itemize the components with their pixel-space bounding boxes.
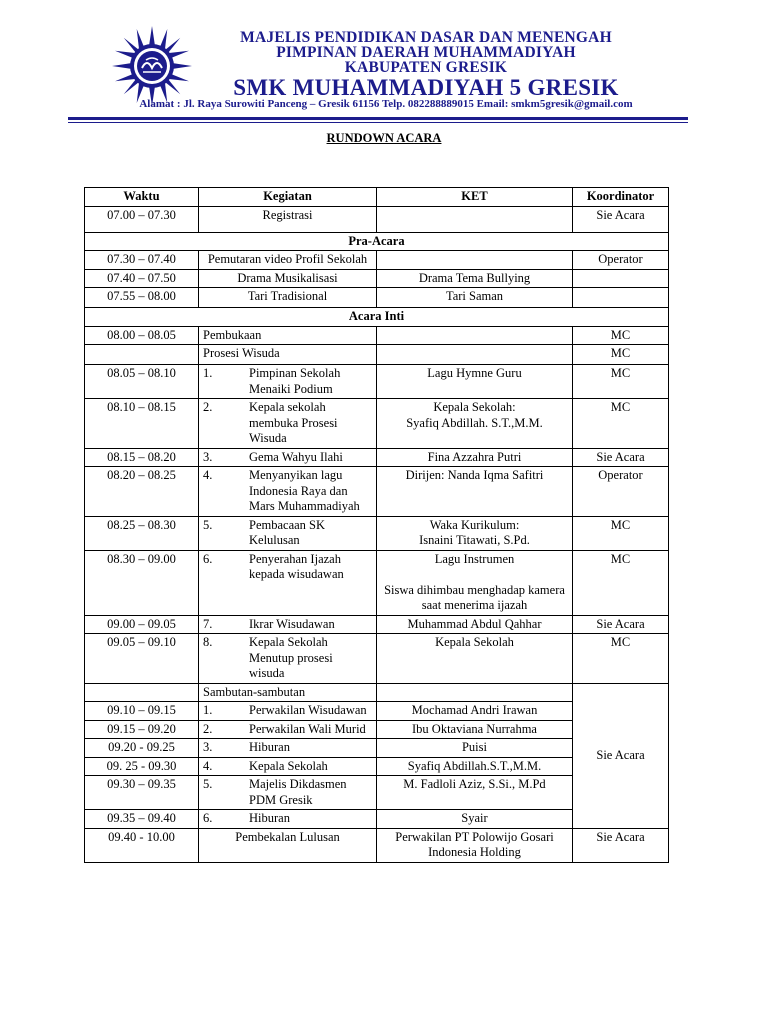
letterhead-rule-thick — [68, 117, 688, 120]
table-row — [85, 550, 669, 615]
table-row — [85, 399, 669, 449]
cell-time: 07.00 – 07.30 — [85, 206, 199, 232]
table-row — [85, 365, 669, 399]
item-text: Kepala Sekolah — [249, 758, 328, 773]
cell-time: 09.30 – 09.35 — [85, 776, 199, 810]
section-row-acara-inti — [85, 308, 669, 327]
cell-ket — [377, 251, 573, 270]
cell-ket: Lagu Hymne Guru — [377, 365, 573, 399]
cell-ket: Drama Tema Bullying — [377, 269, 573, 288]
item-text: Ikrar Wisudawan — [249, 616, 335, 631]
cell-time: 08.10 – 08.15 — [85, 399, 199, 449]
table-row — [85, 634, 669, 684]
cell-activity: Tari Tradisional — [199, 288, 377, 308]
item-number: 4. — [203, 758, 213, 773]
item-text: Kepala sekolah membuka Prosesi Wisuda — [249, 400, 338, 445]
cell-time: 09.35 – 09.40 — [85, 810, 199, 829]
school-name: SMK MUHAMMADIYAH 5 GRESIK — [233, 75, 619, 100]
cell-ket: Perwakilan PT Polowijo Gosari Indonesia Holding — [377, 828, 573, 862]
item-number: 8. — [203, 635, 213, 649]
table-row — [85, 683, 669, 702]
rundown-table — [84, 187, 669, 863]
cell-activity: Prosesi Wisuda — [199, 345, 377, 365]
item-text: Perwakilan Wisudawan — [249, 703, 367, 717]
cell-ket: Muhammad Abdul Qahhar — [377, 615, 573, 634]
cell-time — [85, 345, 199, 365]
table-row — [85, 326, 669, 345]
cell-time: 08.20 – 08.25 — [85, 467, 199, 517]
cell-time: 08.05 – 08.10 — [85, 365, 199, 399]
cell-coord: MC — [573, 345, 669, 365]
letterhead-address: Alamat : Jl. Raya Surowiti Panceng – Gresik 61156 Telp. 082288889015 Email: smkm5gresik@gmail.com — [139, 98, 633, 110]
table-row — [85, 467, 669, 517]
muhammadiyah-sun-logo-icon — [110, 24, 194, 108]
cell-time: 08.15 – 08.20 — [85, 448, 199, 467]
cell-ket — [377, 683, 573, 702]
cell-coord: Operator — [573, 251, 669, 270]
wisuda-rows — [85, 365, 669, 684]
letterhead-rule-thin — [68, 122, 688, 123]
item-text: Menyanyikan lagu Indonesia Raya dan Mars Muhammadiyah — [249, 468, 360, 513]
cell-coord: MC — [573, 634, 669, 684]
table-row — [85, 828, 669, 862]
cell-ket — [377, 326, 573, 345]
cell-activity — [199, 615, 377, 634]
cell-coord: MC — [573, 326, 669, 345]
cell-time: 09.40 - 10.00 — [85, 828, 199, 862]
cell-coord: MC — [573, 516, 669, 550]
cell-time: 08.30 – 09.00 — [85, 550, 199, 615]
sambutan-coord: Sie Acara — [573, 683, 669, 828]
item-text: Gema Wahyu Ilahi — [249, 449, 343, 464]
cell-ket: Tari Saman — [377, 288, 573, 308]
cell-ket: M. Fadloli Aziz, S.Si., M.Pd — [377, 776, 573, 810]
item-number: 2. — [203, 400, 213, 414]
cell-activity: Drama Musikalisasi — [199, 269, 377, 288]
table-row — [85, 345, 669, 365]
item-number: 1. — [203, 703, 213, 717]
item-text: Pimpinan Sekolah Menaiki Podium — [249, 366, 341, 396]
table-row — [85, 288, 669, 308]
cell-activity — [199, 399, 377, 449]
cell-coord: MC — [573, 550, 669, 615]
item-number: 5. — [203, 777, 213, 791]
cell-coord — [573, 269, 669, 288]
cell-activity — [199, 757, 377, 776]
cell-activity — [199, 776, 377, 810]
sambutan-label: Sambutan-sambutan — [199, 683, 377, 702]
cell-activity: Pemutaran video Profil Sekolah — [199, 251, 377, 270]
cell-ket: Kepala Sekolah: Syafiq Abdillah. S.T.,M.M. — [377, 399, 573, 449]
cell-time: 07.40 – 07.50 — [85, 269, 199, 288]
cell-ket: Fina Azzahra Putri — [377, 448, 573, 467]
letterhead-line2: PIMPINAN DAERAH MUHAMMADIYAH — [276, 44, 576, 61]
header-kegiatan: Kegiatan — [199, 188, 377, 207]
letterhead — [0, 0, 768, 130]
cell-ket: Syair — [377, 810, 573, 829]
item-text: Hiburan — [249, 740, 290, 754]
item-text: Perwakilan Wali Murid — [249, 721, 366, 736]
cell-activity — [199, 365, 377, 399]
item-text: Penyerahan Ijazah kepada wisudawan — [249, 551, 344, 581]
item-number: 4. — [203, 468, 213, 482]
cell-ket: Waka Kurikulum: Isnaini Titawati, S.Pd. — [377, 516, 573, 550]
cell-coord: MC — [573, 399, 669, 449]
item-text: Kepala Sekolah Menutup prosesi wisuda — [249, 635, 333, 680]
cell-time: 09.05 – 09.10 — [85, 634, 199, 684]
item-number: 5. — [203, 517, 213, 532]
table-row — [85, 206, 669, 232]
table-row — [85, 269, 669, 288]
item-text: Pembacaan SK Kelulusan — [249, 517, 326, 547]
cell-time: 09.00 – 09.05 — [85, 615, 199, 634]
table-row — [85, 251, 669, 270]
header-waktu: Waktu — [85, 188, 199, 207]
cell-ket — [377, 345, 573, 365]
cell-time: 07.30 – 07.40 — [85, 251, 199, 270]
cell-activity — [199, 702, 377, 721]
cell-coord — [573, 288, 669, 308]
table-row — [85, 516, 669, 550]
cell-ket: Lagu Instrumen Siswa dihimbau menghadap kamera saat menerima ijazah — [377, 550, 573, 615]
table-row — [85, 448, 669, 467]
cell-activity — [199, 720, 377, 739]
cell-activity — [199, 550, 377, 615]
cell-coord: Sie Acara — [573, 828, 669, 862]
item-text: Hiburan — [249, 811, 290, 825]
letterhead-line3: KABUPATEN GRESIK — [344, 59, 508, 76]
cell-ket: Kepala Sekolah — [377, 634, 573, 684]
cell-activity — [199, 467, 377, 517]
cell-time: 08.25 – 08.30 — [85, 516, 199, 550]
section-label: Pra-Acara — [85, 232, 669, 251]
item-number: 1. — [203, 366, 213, 380]
cell-ket: Ibu Oktaviana Nurrahma — [377, 720, 573, 739]
cell-ket — [377, 206, 573, 232]
letterhead-text — [196, 30, 656, 101]
table-row — [85, 615, 669, 634]
cell-activity — [199, 810, 377, 829]
cell-activity — [199, 739, 377, 758]
item-number: 6. — [203, 811, 213, 825]
cell-time: 09.10 – 09.15 — [85, 702, 199, 721]
cell-time: 09. 25 - 09.30 — [85, 757, 199, 776]
item-number: 2. — [203, 721, 213, 736]
cell-ket: Puisi — [377, 739, 573, 758]
cell-time: 09.15 – 09.20 — [85, 720, 199, 739]
item-number: 3. — [203, 740, 213, 754]
item-number: 6. — [203, 551, 213, 566]
cell-activity — [199, 448, 377, 467]
document-title: RUNDOWN ACARA — [326, 131, 442, 145]
cell-coord: MC — [573, 365, 669, 399]
item-number: 7. — [203, 616, 213, 631]
sambutan-rows — [85, 683, 669, 828]
cell-coord: Sie Acara — [573, 448, 669, 467]
section-row-pra-acara — [85, 232, 669, 251]
cell-activity: Pembekalan Lulusan — [199, 828, 377, 862]
cell-time — [85, 683, 199, 702]
section-label: Acara Inti — [85, 308, 669, 327]
cell-activity: Pembukaan — [199, 326, 377, 345]
cell-ket: Syafiq Abdillah.S.T.,M.M. — [377, 757, 573, 776]
cell-activity — [199, 516, 377, 550]
table-header-row — [85, 188, 669, 207]
cell-activity: Registrasi — [199, 206, 377, 232]
header-ket: KET — [377, 188, 573, 207]
cell-activity — [199, 634, 377, 684]
item-text: Majelis Dikdasmen PDM Gresik — [249, 777, 347, 807]
cell-coord: Sie Acara — [573, 615, 669, 634]
cell-ket: Dirijen: Nanda Iqma Safitri — [377, 467, 573, 517]
header-koordinator: Koordinator — [573, 188, 669, 207]
letterhead-line1: MAJELIS PENDIDIKAN DASAR DAN MENENGAH — [240, 29, 612, 46]
cell-time: 08.00 – 08.05 — [85, 326, 199, 345]
cell-ket: Mochamad Andri Irawan — [377, 702, 573, 721]
cell-coord: Sie Acara — [573, 206, 669, 232]
cell-coord: Operator — [573, 467, 669, 517]
cell-time: 07.55 – 08.00 — [85, 288, 199, 308]
cell-time: 09.20 - 09.25 — [85, 739, 199, 758]
item-number: 3. — [203, 449, 213, 464]
